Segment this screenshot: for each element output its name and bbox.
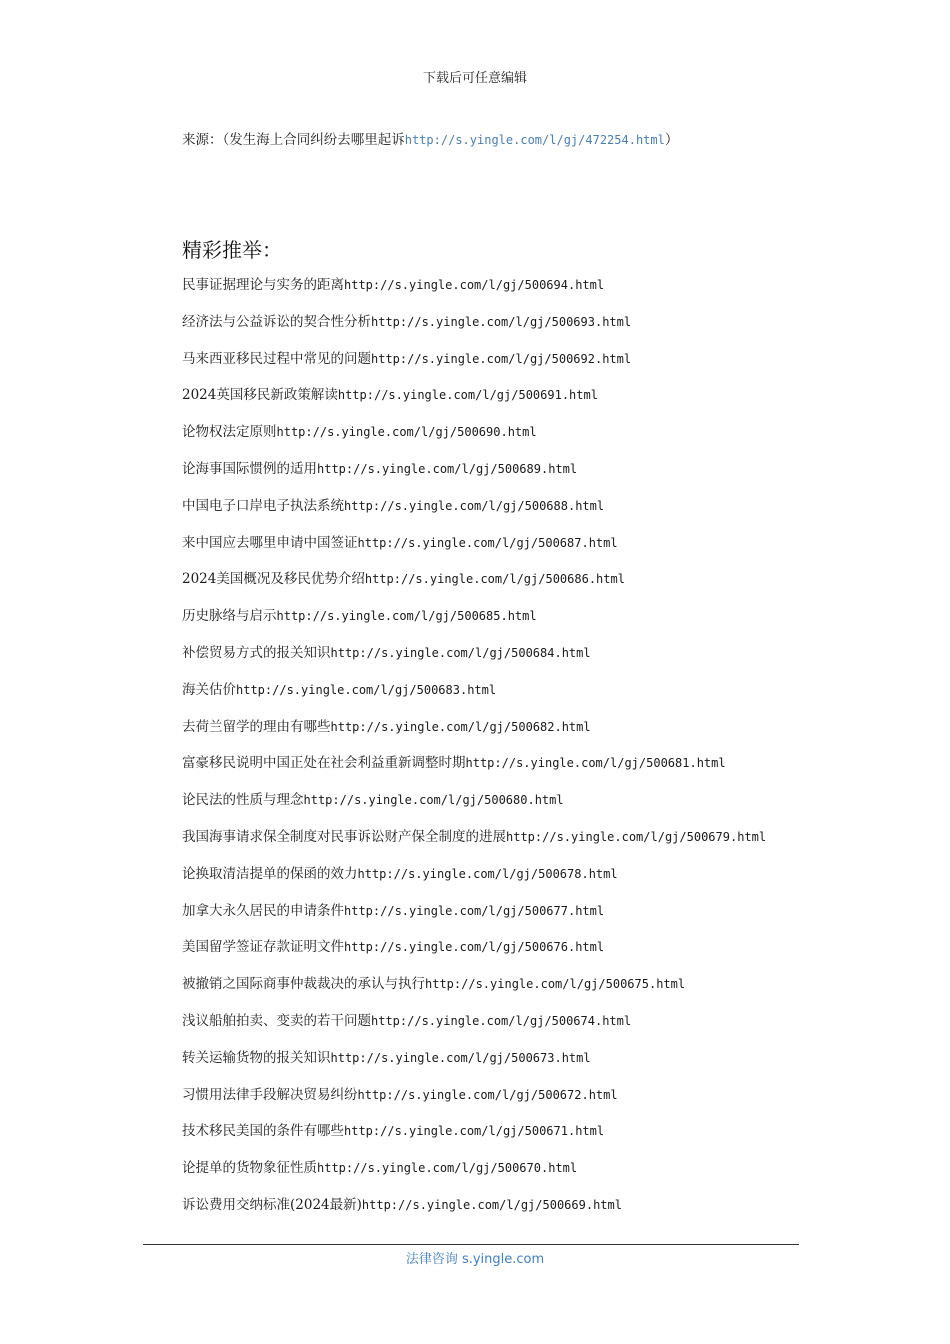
recommendation-title: 论民法的性质与理念 [182, 792, 304, 809]
recommendation-link[interactable]: http://s.yingle.com/l/gj/500694.html [344, 278, 605, 292]
list-item[interactable] [182, 1049, 766, 1086]
recommendation-link[interactable]: http://s.yingle.com/l/gj/500691.html [337, 388, 598, 403]
list-item[interactable] [182, 313, 766, 350]
list-item[interactable] [182, 1122, 766, 1159]
recommendations-title: 精彩推举： [182, 238, 282, 262]
recommendation-title: 中国电子口岸电子执法系统 [182, 497, 344, 514]
recommendation-title: 去荷兰留学的理由有哪些 [182, 718, 331, 735]
list-item[interactable] [182, 276, 766, 313]
list-item[interactable] [182, 644, 766, 681]
recommendation-link[interactable]: http://s.yingle.com/l/gj/500678.html [357, 866, 618, 881]
recommendation-link[interactable]: http://s.yingle.com/l/gj/500692.html [371, 351, 632, 366]
page-header-note: 下载后可任意编辑 [422, 71, 527, 86]
list-item[interactable] [182, 350, 766, 387]
recommendation-title: 2024美国概况及移民优势介绍 [182, 571, 365, 588]
footer-divider [143, 1244, 799, 1245]
recommendation-link[interactable]: http://s.yingle.com/l/gj/500693.html [371, 314, 632, 329]
recommendation-title: 论海事国际惯例的适用 [182, 460, 317, 477]
list-item[interactable] [182, 1012, 766, 1049]
list-item[interactable] [182, 497, 766, 534]
list-item[interactable] [182, 902, 766, 939]
list-item[interactable] [182, 754, 766, 791]
recommendation-link[interactable]: http://s.yingle.com/l/gj/500684.html [330, 645, 591, 660]
list-item[interactable] [182, 386, 766, 423]
recommendation-title: 习惯用法律手段解决贸易纠纷 [182, 1086, 358, 1103]
recommendation-link[interactable]: http://s.yingle.com/l/gj/500679.html [506, 829, 767, 844]
recommendation-title: 加拿大永久居民的申请条件 [182, 902, 344, 919]
list-item[interactable] [182, 534, 766, 571]
recommendation-link[interactable]: http://s.yingle.com/l/gj/500670.html [317, 1161, 578, 1176]
list-item[interactable] [182, 975, 766, 1012]
recommendation-title: 经济法与公益诉讼的契合性分析 [182, 313, 371, 330]
recommendation-link[interactable]: http://s.yingle.com/l/gj/500672.html [357, 1087, 618, 1102]
list-item[interactable] [182, 423, 766, 460]
list-item[interactable] [182, 1086, 766, 1123]
recommendation-title: 富豪移民说明中国正处在社会利益重新调整时期 [182, 755, 466, 772]
list-item[interactable] [182, 828, 766, 865]
recommendation-title: 2024英国移民新政策解读 [182, 387, 338, 404]
list-item[interactable] [182, 681, 766, 718]
recommendation-title: 来中国应去哪里申请中国签证 [182, 534, 358, 551]
recommendations-list [182, 276, 766, 1233]
recommendation-link[interactable]: http://s.yingle.com/l/gj/500675.html [425, 977, 686, 992]
recommendation-link[interactable]: http://s.yingle.com/l/gj/500687.html [357, 535, 618, 550]
recommendation-link[interactable]: http://s.yingle.com/l/gj/500685.html [276, 609, 537, 624]
recommendation-link[interactable]: http://s.yingle.com/l/gj/500681.html [465, 756, 726, 771]
footer-link[interactable]: 法律咨询 s.yingle.com [405, 1252, 545, 1267]
recommendation-link[interactable]: http://s.yingle.com/l/gj/500682.html [330, 719, 591, 734]
recommendation-title: 技术移民美国的条件有哪些 [182, 1123, 344, 1140]
recommendation-link[interactable]: http://s.yingle.com/l/gj/500689.html [317, 461, 578, 476]
list-item[interactable] [182, 791, 766, 828]
recommendation-title: 马来西亚移民过程中常见的问题 [182, 350, 371, 367]
recommendation-title: 我国海事请求保全制度对民事诉讼财产保全制度的进展 [182, 828, 506, 845]
list-item[interactable] [182, 607, 766, 644]
list-item[interactable] [182, 1196, 766, 1233]
source-suffix: ） [664, 132, 679, 148]
recommendation-link[interactable]: http://s.yingle.com/l/gj/500686.html [364, 572, 625, 587]
recommendation-title: 历史脉络与启示 [182, 608, 277, 625]
source-link[interactable]: http://s.yingle.com/l/gj/472254.html [404, 133, 665, 147]
recommendation-link[interactable]: http://s.yingle.com/l/gj/500673.html [330, 1050, 591, 1065]
recommendation-link[interactable]: http://s.yingle.com/l/gj/500677.html [344, 903, 605, 918]
source-line [182, 128, 678, 148]
recommendation-title: 论换取清洁提单的保函的效力 [182, 865, 358, 882]
recommendation-title: 民事证据理论与实务的距离 [182, 277, 344, 293]
recommendation-title: 浅议船舶拍卖、变卖的若干问题 [182, 1012, 371, 1029]
list-item[interactable] [182, 570, 766, 607]
recommendation-link[interactable]: http://s.yingle.com/l/gj/500683.html [236, 682, 497, 697]
recommendation-link[interactable]: http://s.yingle.com/l/gj/500674.html [371, 1013, 632, 1028]
recommendation-link[interactable]: http://s.yingle.com/l/gj/500671.html [344, 1124, 605, 1139]
recommendation-title: 转关运输货物的报关知识 [182, 1049, 331, 1066]
recommendation-title: 美国留学签证存款证明文件 [182, 939, 344, 956]
recommendation-title: 补偿贸易方式的报关知识 [182, 644, 331, 661]
recommendation-title: 诉讼费用交纳标准(2024最新) [182, 1196, 362, 1213]
recommendation-link[interactable]: http://s.yingle.com/l/gj/500688.html [344, 498, 605, 513]
recommendation-link[interactable]: http://s.yingle.com/l/gj/500680.html [303, 793, 564, 808]
recommendation-title: 海关估价 [182, 681, 236, 698]
list-item[interactable] [182, 865, 766, 902]
list-item[interactable] [182, 938, 766, 975]
recommendation-title: 被撤销之国际商事仲裁裁决的承认与执行 [182, 976, 425, 993]
recommendation-link[interactable]: http://s.yingle.com/l/gj/500690.html [276, 425, 537, 440]
recommendation-title: 论提单的货物象征性质 [182, 1160, 317, 1177]
recommendation-link[interactable]: http://s.yingle.com/l/gj/500669.html [361, 1197, 622, 1212]
recommendation-link[interactable]: http://s.yingle.com/l/gj/500676.html [344, 940, 605, 955]
list-item[interactable] [182, 1159, 766, 1196]
source-prefix: 来源：（发生海上合同纠纷去哪里起诉 [182, 132, 405, 148]
list-item[interactable] [182, 460, 766, 497]
recommendation-title: 论物权法定原则 [182, 424, 277, 441]
list-item[interactable] [182, 718, 766, 755]
